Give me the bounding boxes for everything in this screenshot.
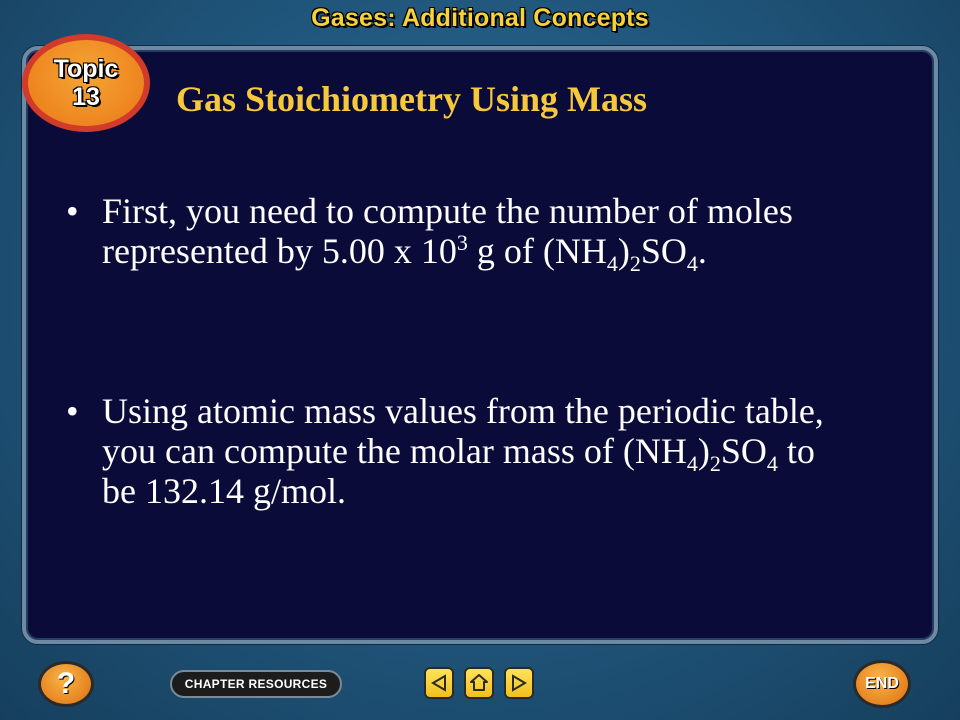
end-button[interactable]: END xyxy=(853,660,911,708)
chapter-resources-button[interactable]: CHAPTER RESOURCES xyxy=(170,670,342,698)
content-panel xyxy=(22,46,938,644)
home-button[interactable] xyxy=(464,667,494,699)
help-button[interactable] xyxy=(38,661,94,707)
section-header: Gases: Additional Concepts xyxy=(311,4,649,32)
forward-arrow-icon xyxy=(509,673,529,693)
topic-label: Topic xyxy=(53,55,119,83)
topic-badge[interactable] xyxy=(22,34,150,132)
help-icon: ? xyxy=(56,667,76,700)
forward-button[interactable] xyxy=(504,667,534,699)
bullet-item-2 xyxy=(66,391,826,511)
bullet-text-2: Using atomic mass values from the periodic table, you can compute the molar mass of $(NH_4)_2SO_4$ to be 132.14 g/mol. xyxy=(102,391,824,511)
bullet-dot: • xyxy=(66,191,79,231)
home-icon xyxy=(469,673,489,693)
bullet-item-1 xyxy=(66,191,826,277)
slide-title: Gas Stoichiometry Using Mass xyxy=(176,79,647,119)
back-arrow-icon xyxy=(429,673,449,693)
topic-number: 13 xyxy=(72,83,100,111)
bullet-text-1: First, you need to compute the number of moles represented by 5.00 x $10^3$ g of $(NH_4)_2SO_4$. xyxy=(102,191,793,277)
bullet-dot: • xyxy=(66,391,79,431)
back-button[interactable] xyxy=(424,667,454,699)
